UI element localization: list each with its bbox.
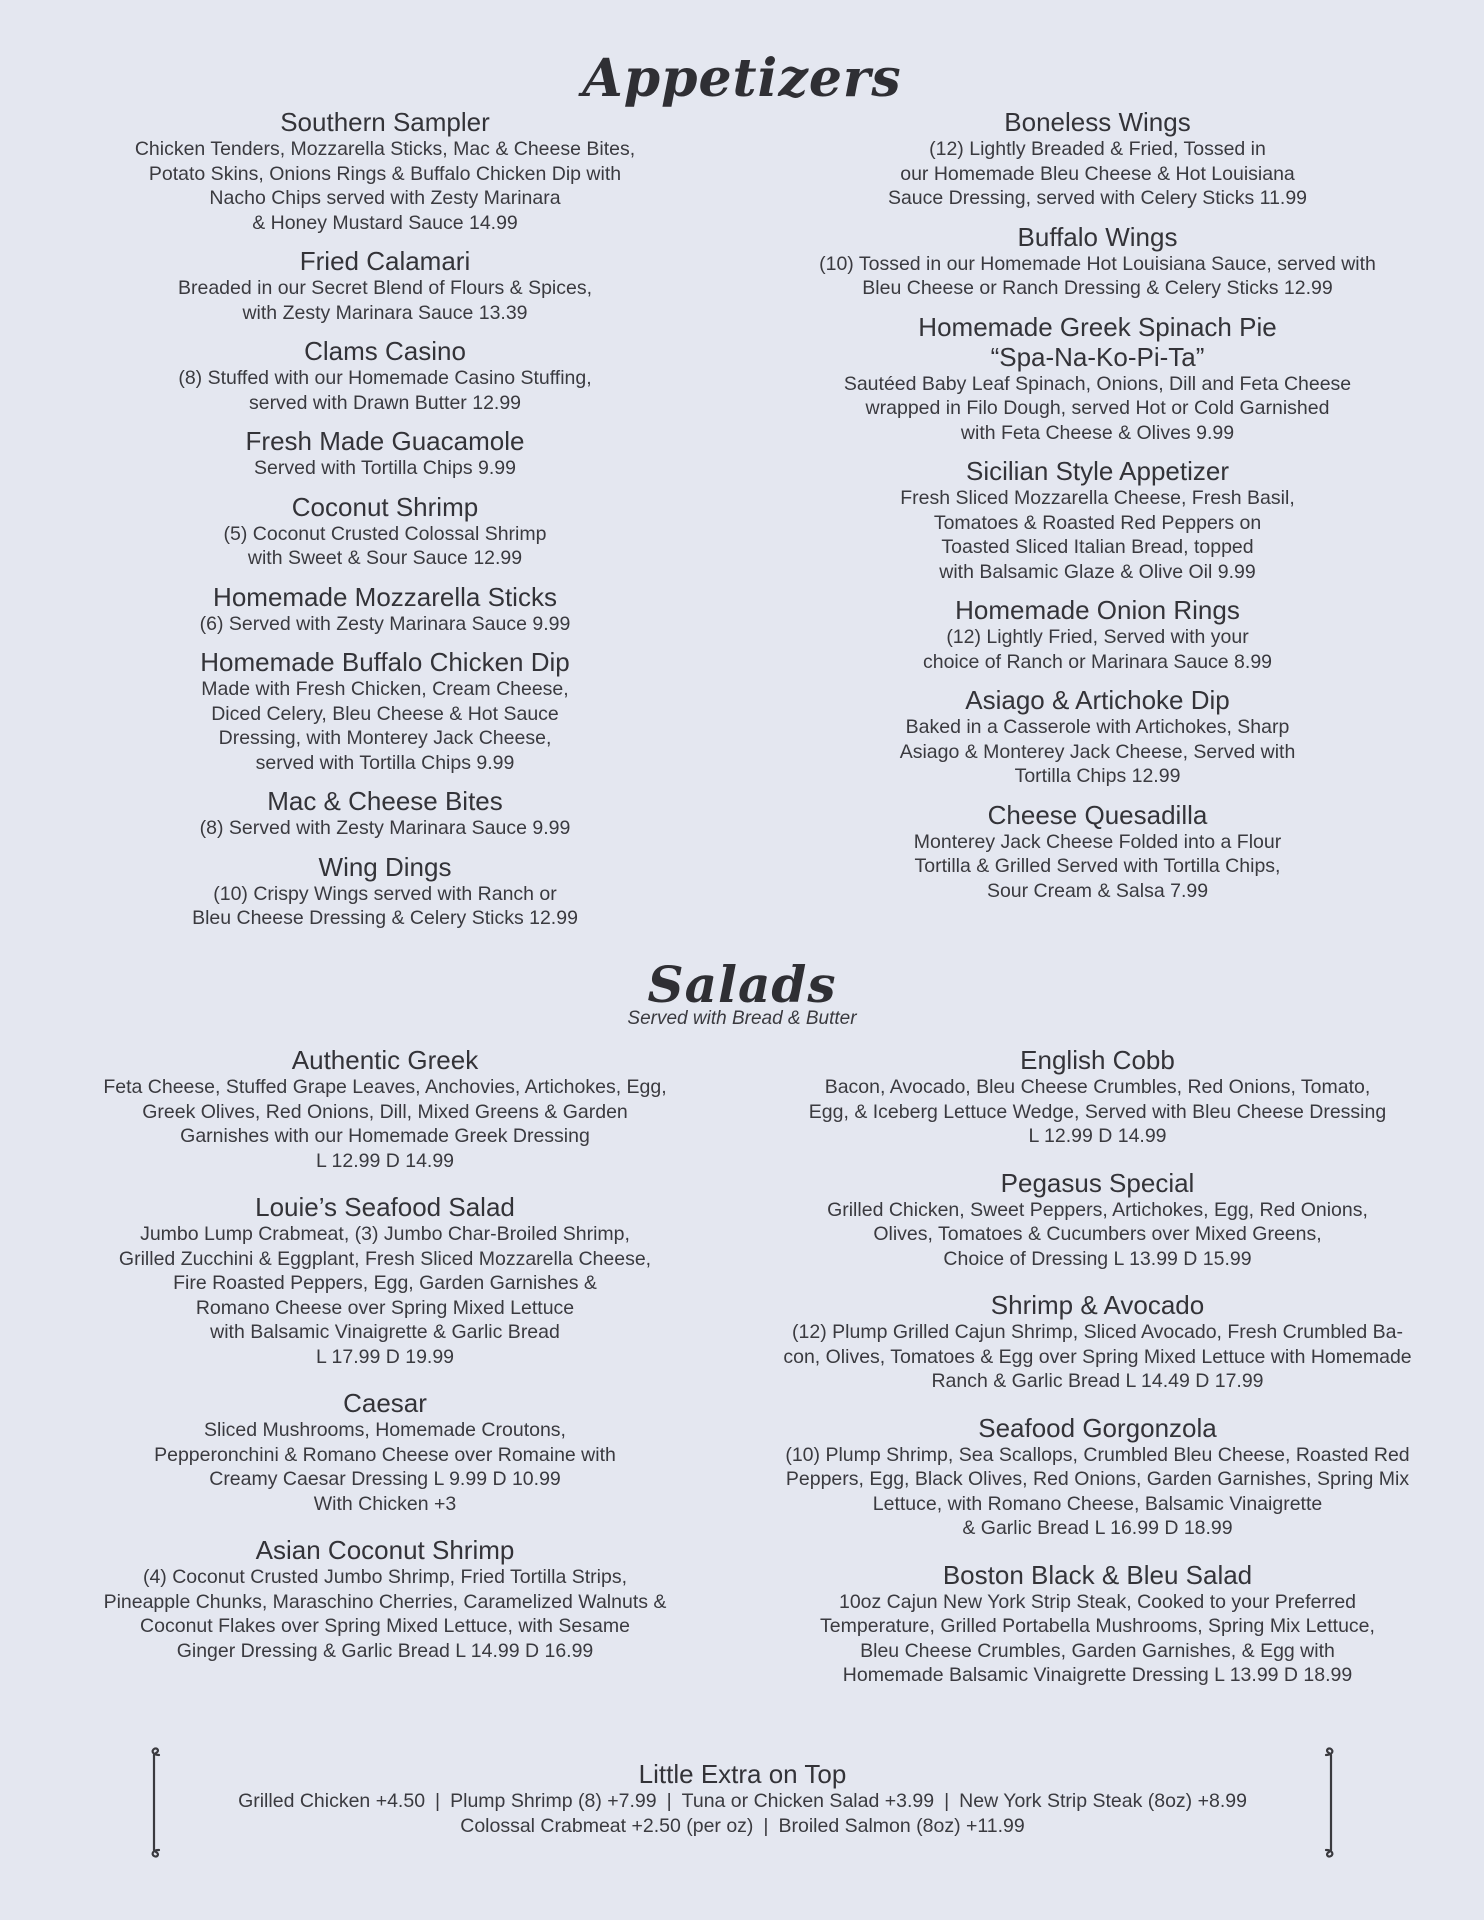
item-description: Made with Fresh Chicken, Cream Cheese, Diced Celery, Bleu Cheese & Hot Sauce Dressing, with Monterey Jack Cheese, served with Tortilla Chips 9.99 bbox=[201, 678, 569, 774]
menu-item bbox=[60, 1535, 710, 1663]
extra-option: Tuna or Chicken Salad +3.99 bbox=[681, 1790, 935, 1812]
item-description: Jumbo Lump Crabmeat, (3) Jumbo Char-Broiled Shrimp, Grilled Zucchini & Eggplant, Fresh Sliced Mozzarella Cheese, Fire Roasted Peppers, Egg, Garden Garnishes & Romano Cheese over Spring Mixed Lettuce with Balsamic Vinaigrette & Garlic Bread L 17.99 D 19.99 bbox=[118, 1223, 652, 1368]
item-name: Homemade Greek Spinach Pie “Spa-Na-Ko-Pi-Ta” bbox=[918, 311, 1277, 372]
salads-right-column bbox=[745, 1045, 1450, 1707]
item-name: Homemade Mozzarella Sticks bbox=[213, 581, 557, 612]
menu-item bbox=[745, 1413, 1450, 1541]
item-description: (12) Plump Grilled Cajun Shrimp, Sliced Avocado, Fresh Crumbled Ba- con, Olives, Tomatoes & Egg over Spring Mixed Lettuce with Homemade Ranch & Garlic Bread L 14.49 D 17.99 bbox=[783, 1321, 1412, 1392]
extra-option: Grilled Chicken +4.50 bbox=[238, 1790, 426, 1812]
salads-heading: Salads bbox=[647, 955, 837, 1014]
item-description: (10) Plump Shrimp, Sea Scallops, Crumbled Bleu Cheese, Roasted Red Peppers, Egg, Black Olives, Red Onions, Garden Garnishes, Spring Mix Lettuce, with Romano Cheese, Balsamic Vinaigrette & Garlic Bread L 16.99 D 18.99 bbox=[785, 1443, 1410, 1539]
item-description: (6) Served with Zesty Marinara Sauce 9.99 bbox=[199, 612, 571, 635]
item-description: Bacon, Avocado, Bleu Cheese Crumbles, Red Onions, Tomato, Egg, & Iceberg Lettuce Wedge, Served with Bleu Cheese Dressing L 12.99 D 14.99 bbox=[808, 1076, 1387, 1147]
menu-item bbox=[60, 1045, 710, 1173]
item-name: Fried Calamari bbox=[299, 246, 471, 276]
item-name: Boston Black & Bleu Salad bbox=[942, 1559, 1253, 1590]
menu-item bbox=[770, 800, 1425, 904]
item-name: Mac & Cheese Bites bbox=[267, 786, 503, 816]
appetizers-left-column bbox=[60, 107, 710, 942]
item-description: Monterey Jack Cheese Folded into a Flour Tortilla & Grilled Served with Tortilla Chips, Sour Cream & Salsa 7.99 bbox=[913, 830, 1282, 902]
item-description: Breaded in our Secret Blend of Flours & Spices, with Zesty Marinara Sauce 13.39 bbox=[177, 277, 593, 324]
item-name: Buffalo Wings bbox=[1017, 221, 1178, 252]
item-name: Coconut Shrimp bbox=[291, 491, 479, 522]
menu-item bbox=[60, 492, 710, 571]
salads-subtitle: Served with Bread & Butter bbox=[627, 1008, 857, 1029]
menu-item bbox=[745, 1290, 1450, 1394]
menu-item bbox=[60, 582, 710, 637]
item-description: Sautéed Baby Leaf Spinach, Onions, Dill and Feta Cheese wrapped in Filo Dough, served Hot or Cold Garnished with Feta Cheese & Olives 9.99 bbox=[843, 372, 1352, 444]
extra-option: Broiled Salmon (8oz) +11.99 bbox=[778, 1815, 1025, 1837]
item-name: Shrimp & Avocado bbox=[990, 1290, 1205, 1320]
item-name: Caesar bbox=[343, 1388, 427, 1418]
menu-item bbox=[60, 336, 710, 415]
menu-item bbox=[60, 852, 710, 931]
separator: | bbox=[763, 1815, 769, 1837]
menu-item bbox=[60, 426, 710, 481]
item-name: Sicilian Style Appetizer bbox=[965, 456, 1230, 486]
item-description: (8) Stuffed with our Homemade Casino Stuffing, served with Drawn Butter 12.99 bbox=[178, 367, 592, 414]
menu-item bbox=[745, 1560, 1450, 1688]
item-description: (12) Lightly Breaded & Fried, Tossed in our Homemade Bleu Cheese & Hot Louisiana Sauce Dressing, served with Celery Sticks 11.99 bbox=[887, 138, 1308, 209]
menu-item bbox=[770, 595, 1425, 674]
item-description: Sliced Mushrooms, Homemade Croutons, Pepperonchini & Romano Cheese over Romaine with Creamy Caesar Dressing L 9.99 D 10.99 With Chicken +3 bbox=[154, 1419, 616, 1515]
menu-item bbox=[770, 222, 1425, 301]
item-name: Fresh Made Guacamole bbox=[245, 426, 525, 456]
menu-item bbox=[60, 246, 710, 325]
item-description: (10) Tossed in our Homemade Hot Louisiana Sauce, served with Bleu Cheese or Ranch Dressing & Celery Sticks 12.99 bbox=[819, 252, 1376, 299]
item-description: Chicken Tenders, Mozzarella Sticks, Mac & Cheese Bites, Potato Skins, Onions Rings & Buffalo Chicken Dip with Nacho Chips served with Zesty Marinara & Honey Mustard Sauce 14.99 bbox=[134, 138, 636, 234]
item-description: Feta Cheese, Stuffed Grape Leaves, Anchovies, Artichokes, Egg, Greek Olives, Red Onions, Dill, Mixed Greens & Garden Garnishes with our Homemade Greek Dressing L 12.99 D 14.99 bbox=[103, 1076, 667, 1172]
menu-item bbox=[745, 1168, 1450, 1272]
item-name: Clams Casino bbox=[304, 336, 466, 366]
item-description: Served with Tortilla Chips 9.99 bbox=[254, 457, 516, 479]
item-description: Grilled Chicken, Sweet Peppers, Artichokes, Egg, Red Onions, Olives, Tomatoes & Cucumbers over Mixed Greens, Choice of Dressing L 13.99 D 15.99 bbox=[827, 1198, 1368, 1270]
item-name: Homemade Onion Rings bbox=[955, 595, 1240, 625]
menu-item bbox=[770, 107, 1425, 211]
item-name: Pegasus Special bbox=[1000, 1167, 1195, 1198]
extra-option: Plump Shrimp (8) +7.99 bbox=[450, 1790, 657, 1812]
item-name: Cheese Quesadilla bbox=[987, 799, 1208, 830]
item-name: Seafood Gorgonzola bbox=[978, 1412, 1217, 1443]
menu-item bbox=[770, 685, 1425, 789]
item-name: Homemade Buffalo Chicken Dip bbox=[200, 647, 570, 677]
extra-option: New York Strip Steak (8oz) +8.99 bbox=[959, 1790, 1247, 1812]
menu-item bbox=[770, 456, 1425, 584]
extras-content bbox=[145, 1759, 1340, 1839]
separator: | bbox=[435, 1790, 441, 1812]
item-description: 10oz Cajun New York Strip Steak, Cooked to your Preferred Temperature, Grilled Portabella Mushrooms, Spring Mix Lettuce, Bleu Cheese Crumbles, Garden Garnishes, & Egg with Homemade Balsamic Vinaigrette Dressing L 13.99 D 18.99 bbox=[820, 1590, 1375, 1686]
menu-item bbox=[745, 1045, 1450, 1149]
item-description: (10) Crispy Wings served with Ranch or Bleu Cheese Dressing & Celery Sticks 12.99 bbox=[192, 882, 578, 929]
item-name: Asian Coconut Shrimp bbox=[255, 1535, 515, 1565]
item-name: Asiago & Artichoke Dip bbox=[965, 685, 1230, 715]
appetizers-right-column bbox=[770, 107, 1425, 914]
item-description: (4) Coconut Crusted Jumbo Shrimp, Fried Tortilla Strips, Pineapple Chunks, Maraschino Cherries, Caramelized Walnuts & Coconut Flakes over Spring Mixed Lettuce, with Sesame Ginger Dressing & Garlic Bread L 14.99 D 16.99 bbox=[103, 1566, 667, 1662]
menu-item bbox=[60, 647, 710, 775]
item-name: Southern Sampler bbox=[280, 107, 490, 137]
item-name: Authentic Greek bbox=[291, 1045, 479, 1075]
item-description: (8) Served with Zesty Marinara Sauce 9.99 bbox=[199, 817, 571, 839]
separator: | bbox=[944, 1790, 950, 1812]
salads-left-column bbox=[60, 1045, 710, 1682]
extras-box bbox=[145, 1745, 1340, 1860]
item-description: Fresh Sliced Mozzarella Cheese, Fresh Basil, Tomatoes & Roasted Red Peppers on Toasted Sliced Italian Bread, topped with Balsamic Glaze & Olive Oil 9.99 bbox=[900, 487, 1295, 583]
menu-item bbox=[60, 1192, 710, 1369]
menu-item bbox=[60, 786, 710, 841]
item-name: Boneless Wings bbox=[1004, 107, 1191, 137]
menu-item bbox=[60, 1388, 710, 1516]
menu-item bbox=[60, 107, 710, 235]
extras-title: Little Extra on Top bbox=[638, 1759, 847, 1789]
separator: | bbox=[666, 1790, 672, 1812]
item-name: Wing Dings bbox=[318, 851, 452, 882]
extras-line-2 bbox=[145, 1814, 1340, 1839]
item-description: Baked in a Casserole with Artichokes, Sharp Asiago & Monterey Jack Cheese, Served with Tortilla Chips 12.99 bbox=[899, 716, 1296, 787]
extras-line-1 bbox=[145, 1789, 1340, 1814]
item-description: (5) Coconut Crusted Colossal Shrimp with Sweet & Sour Sauce 12.99 bbox=[223, 522, 547, 569]
item-name: English Cobb bbox=[1020, 1045, 1175, 1075]
menu-item bbox=[770, 312, 1425, 446]
extra-option: Colossal Crabmeat +2.50 (per oz) bbox=[460, 1815, 754, 1837]
item-name: Louie’s Seafood Salad bbox=[255, 1192, 515, 1222]
appetizers-heading: Appetizers bbox=[582, 48, 902, 109]
item-description: (12) Lightly Fried, Served with your choice of Ranch or Marinara Sauce 8.99 bbox=[922, 626, 1273, 673]
